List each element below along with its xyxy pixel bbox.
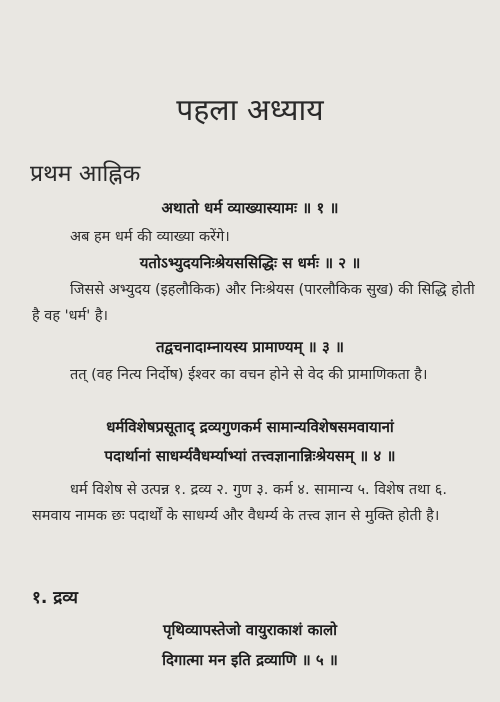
chapter-title: पहला अध्याय xyxy=(176,93,324,128)
sutra-5-line-1: पृथिव्यापस्तेजो वायुराकाशं कालो xyxy=(162,621,338,639)
explanation-4: धर्म विशेष से उत्पन्न १. द्रव्य २. गुण ३. कर्म ४. सामान्य ५. विशेष तथा ६. समवाय नामक छः पदार्थों के साधर्म्य और वैधर्म्य के तत्त्व ज्ञान से मुक्ति होती है। xyxy=(32,482,447,524)
explanation-3: तत् (वह नित्य निर्दोष) ईश्वर का वचन होने से वेद की प्रामाणिकता है। xyxy=(70,367,428,383)
sutra-4-line-2: पदार्थानां साधर्म्यवैधर्म्याभ्यां तत्त्वज्ञानान्निःश्रेयसम् ॥ ४ ॥ xyxy=(104,447,396,465)
explanation-2: जिससे अभ्युदय (इहलौकिक) और निःश्रेयस (पारलौकिक सुख) की सिद्धि होती है वह 'धर्म' है। xyxy=(32,282,475,324)
section-title: प्रथम आह्निक xyxy=(30,161,141,187)
subsection-heading: १. द्रव्य xyxy=(32,588,78,608)
explanation-1: अब हम धर्म की व्याख्या करेंगे। xyxy=(70,229,230,245)
sutra-2: यतोऽभ्युदयनिःश्रेयससिद्धिः स धर्मः ॥ २ ॥ xyxy=(139,254,361,272)
sutra-3: तद्वचनादाम्नायस्य प्रामाण्यम् ॥ ३ ॥ xyxy=(156,338,344,356)
sutra-1: अथातो धर्म व्याख्यास्यामः ॥ १ ॥ xyxy=(161,199,339,217)
sutra-5-line-2: दिगात्मा मन इति द्रव्याणि ॥ ५ ॥ xyxy=(162,651,338,669)
sutra-4-line-1: धर्मविशेषप्रसूताद् द्रव्यगुणकर्म सामान्यविशेषसमवायानां xyxy=(106,418,394,436)
